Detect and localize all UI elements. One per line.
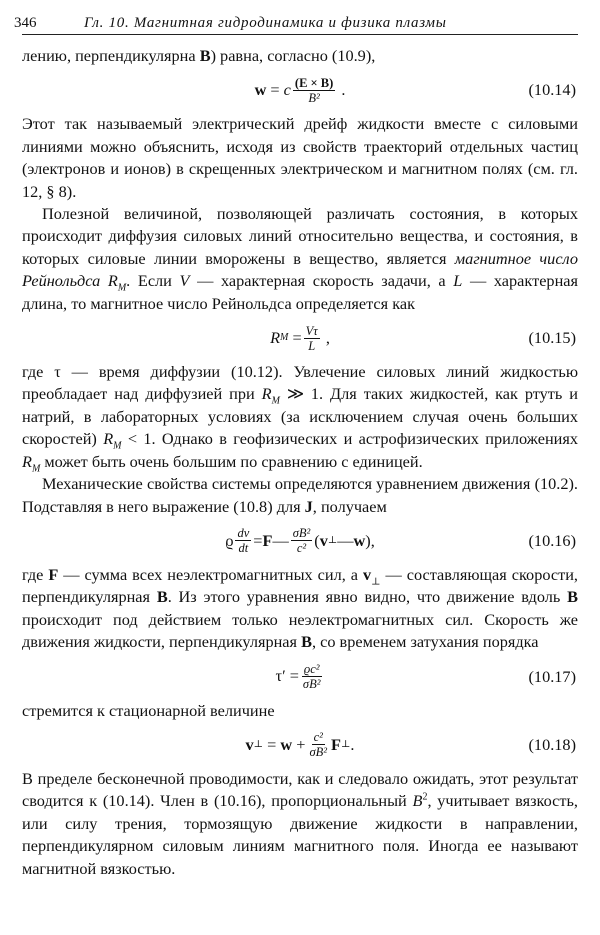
paragraph-1: лению, перпендикулярна B) равна, согласно (10.9), [22,46,376,65]
paragraph-7: стремится к стационарной величине [22,700,275,720]
equation-10-14: w = c $\frac{(E \times B)}{\text{B²}}$ . (10.14) [254,75,576,105]
paragraph-8: В пределе бесконечной проводимости, как и следовало ожидать, этот результат сводится к (10.14). Член в (10.16), пропорциональный $B^2$, учитывает вязкость, или силу трения, тормозящую движение жидкости в направлении, перпендикулярном силовым линиям магнитного поля. Иногда ее называют магнитной вязкостью. [22,768,578,878]
equation-10-16: ϱ $\frac{dv}{dt}$ = F — $\frac{\text{σB²}}{\text{c²}}$ ( v ⊥ — w ), (10.16) [225,526,576,556]
equation-number: (10.17) [528,666,576,686]
running-title: Гл. 10. Магнитная гидродинамика и физика плазмы [84,15,447,31]
paragraph-5: Механические свойства системы определяются уравнением движения (10.2). Подставляя в него выражение (10.8) для J, получаем [22,474,578,516]
paragraph-3: Полезной величиной, позволяющей различать состояния, в которых происходит диффузия силовых линий относительно вещества, и состояния, в которых силовые линии вморожены в вещество, является магнитное число Рейнольдса $R_M$. Если V — характерная скорость задачи, а L — характерная длина, то магнитное число Рейнольдса определяется как [22,204,578,313]
paragraph-6: где F — сумма всех неэлектромагнитных сил, а $v_\perp$ — составляющая скорости, перпендикулярная B. Из этого уравнения явно видно, что движение вдоль B происходит под действием только неэлектромагнитных сил. Скорость же движения жидкости, перпендикулярная B, со временем затухания порядка [22,564,579,652]
equation-number: (10.18) [528,734,576,754]
equation-number: (10.16) [528,530,576,550]
running-header [14,12,578,35]
page-number: 346 [14,15,37,31]
equation-10-17: τ′ = $\frac{\text{ϱc²}}{\text{σB²}}$ (10.17) [275,662,576,692]
equation-number: (10.15) [528,327,576,347]
paragraph-4: где τ — время диффузии (10.12). Увлечение силовых линий жидкостью преобладает над диффузией при $R_M$ ≫ 1. Для таких жидкостей, как ртуть и натрий, в лабораторных условиях (за исключением случая очень больших скоростей) $R_M < 1$. Однако в геофизических и астрофизических приложениях $R_M$ может быть очень большим по сравнению с единицей. [22,362,578,474]
equation-10-15: R M = $\frac{V\tau}{L}$ , (10.15) [270,323,576,353]
paragraph-2: Этот так называемый электрический дрейф жидкости вместе с силовыми линиями можно объяснить, исходя из свойств траекторий отдельных частиц (электронов и ионов) в скрещенных электрическом и магнитном полях (см. гл. 12, § 8). [22,114,578,201]
equation-10-18: v ⊥ = w + $\frac{\text{c²}}{\text{σB²}}$ F ⊥ . (10.18) [245,730,576,760]
equation-number: (10.14) [528,80,576,100]
